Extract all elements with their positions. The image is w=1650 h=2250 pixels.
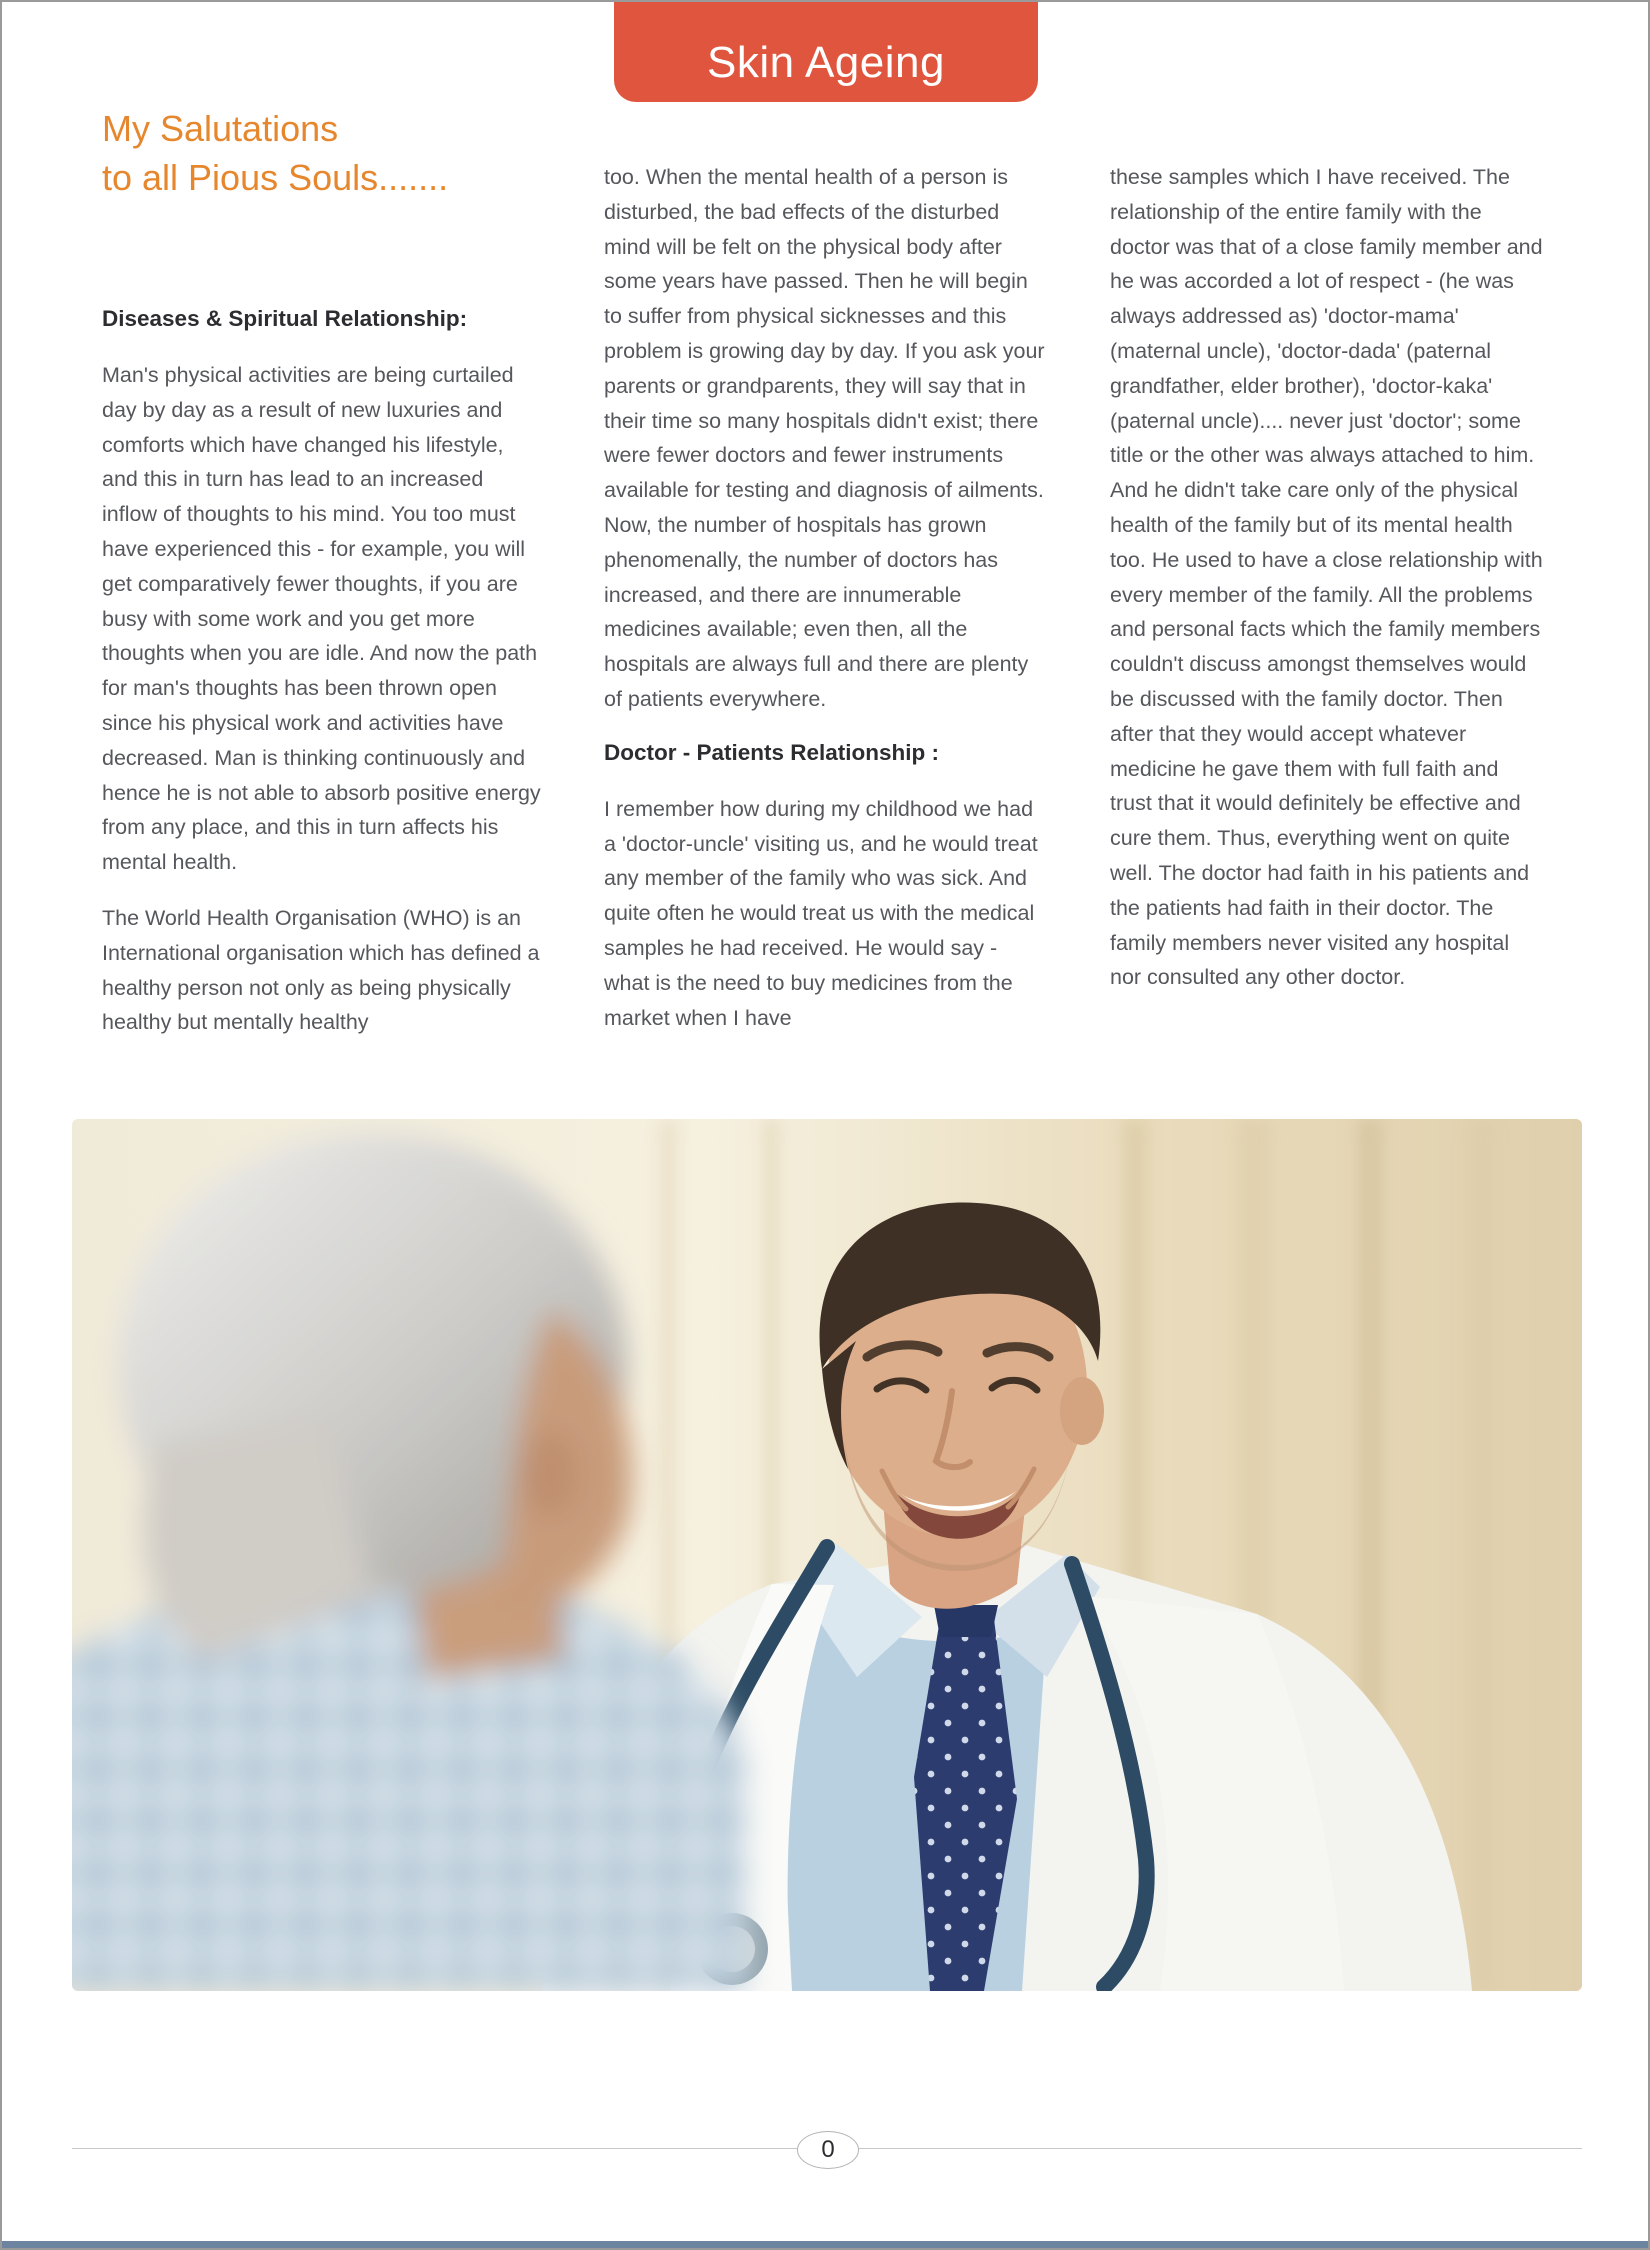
page-number-badge bbox=[797, 2131, 859, 2169]
paragraph: these samples which I have received. The relationship of the entire family with the doctor was that of a close family member and he was accorded a lot of respect - (he was always addressed as) 'doctor-mama' (maternal uncle), 'doctor-dada' (paternal grandfather, elder brother), 'doctor-kaka' (paternal uncle).... never just 'doctor'; some title or the other was always attached to him. And he didn't take care only of the physical health of the family but of its mental health too. He used to have a close relationship with every member of the family. All the problems and personal facts which the family members couldn't discuss amongst themselves would be discussed with the family doctor. Then after that they would accept whatever medicine he gave them with full faith and trust that it would definitely be effective and cure them. Thus, everything went on quite well. The doctor had faith in his patients and the patients had faith in their doctor. The family members never visited any hospital nor consulted any other doctor. bbox=[1110, 165, 1543, 990]
page-title-line1: My Salutations bbox=[102, 108, 339, 149]
paragraph: I remember how during my childhood we had a 'doctor-uncle' visiting us, and he would treat any member of the family who was sick. And quite often he would treat us with the medical samples he had received. He would say - what is the need to buy medicines from the market when I have bbox=[604, 796, 1038, 1030]
page-number: 0 bbox=[821, 2136, 835, 2163]
section-banner bbox=[614, 2, 1038, 102]
column-middle bbox=[604, 160, 1045, 1056]
heading-diseases-spiritual: Diseases & Spiritual Relationship: bbox=[102, 306, 468, 331]
paragraph: The World Health Organisation (WHO) is an International organisation which has defined a healthy person not only as being physically healthy but mentally healthy bbox=[102, 905, 540, 1035]
paragraph: too. When the mental health of a person is disturbed, the bad effects of the disturbed mind will be felt on the physical body after some years have passed. Then he will begin to suffer from physical sicknesses and this problem is growing day by day. If you ask your parents or grandparents, they will say that in their time so many hospitals didn't exist; there were fewer doctors and fewer instruments available for testing and diagnosis of ailments. Now, the number of hospitals has grown phenomenally, the number of doctors has increased, and there are innumerable medicines available; even then, all the hospitals are always full and there are plenty of patients everywhere. bbox=[604, 165, 1045, 711]
column-right bbox=[1110, 160, 1546, 1016]
footer-bar bbox=[2, 2241, 1648, 2248]
doctor-patient-photo bbox=[72, 1119, 1582, 1991]
page-title-line2: to all Pious Souls....... bbox=[102, 157, 449, 198]
section-banner-title: Skin Ageing bbox=[707, 38, 945, 87]
page-title bbox=[102, 104, 582, 202]
paragraph: Man's physical activities are being curtailed day by day as a result of new luxuries and comforts which have changed his lifestyle, and this in turn has lead to an increased inflow of thoughts to his mind. You too must have experienced this - for example, you will get comparatively fewer thoughts, if you are busy with some work and you get more thoughts when you are idle. And now the path for man's thoughts has been thrown open since his physical work and activities have decreased. Man is thinking continuously and hence he is not able to absorb positive energy from any place, and this in turn affects his mental health. bbox=[102, 363, 541, 875]
heading-doctor-patients: Doctor - Patients Relationship : bbox=[604, 739, 940, 765]
column-left bbox=[102, 288, 543, 1061]
